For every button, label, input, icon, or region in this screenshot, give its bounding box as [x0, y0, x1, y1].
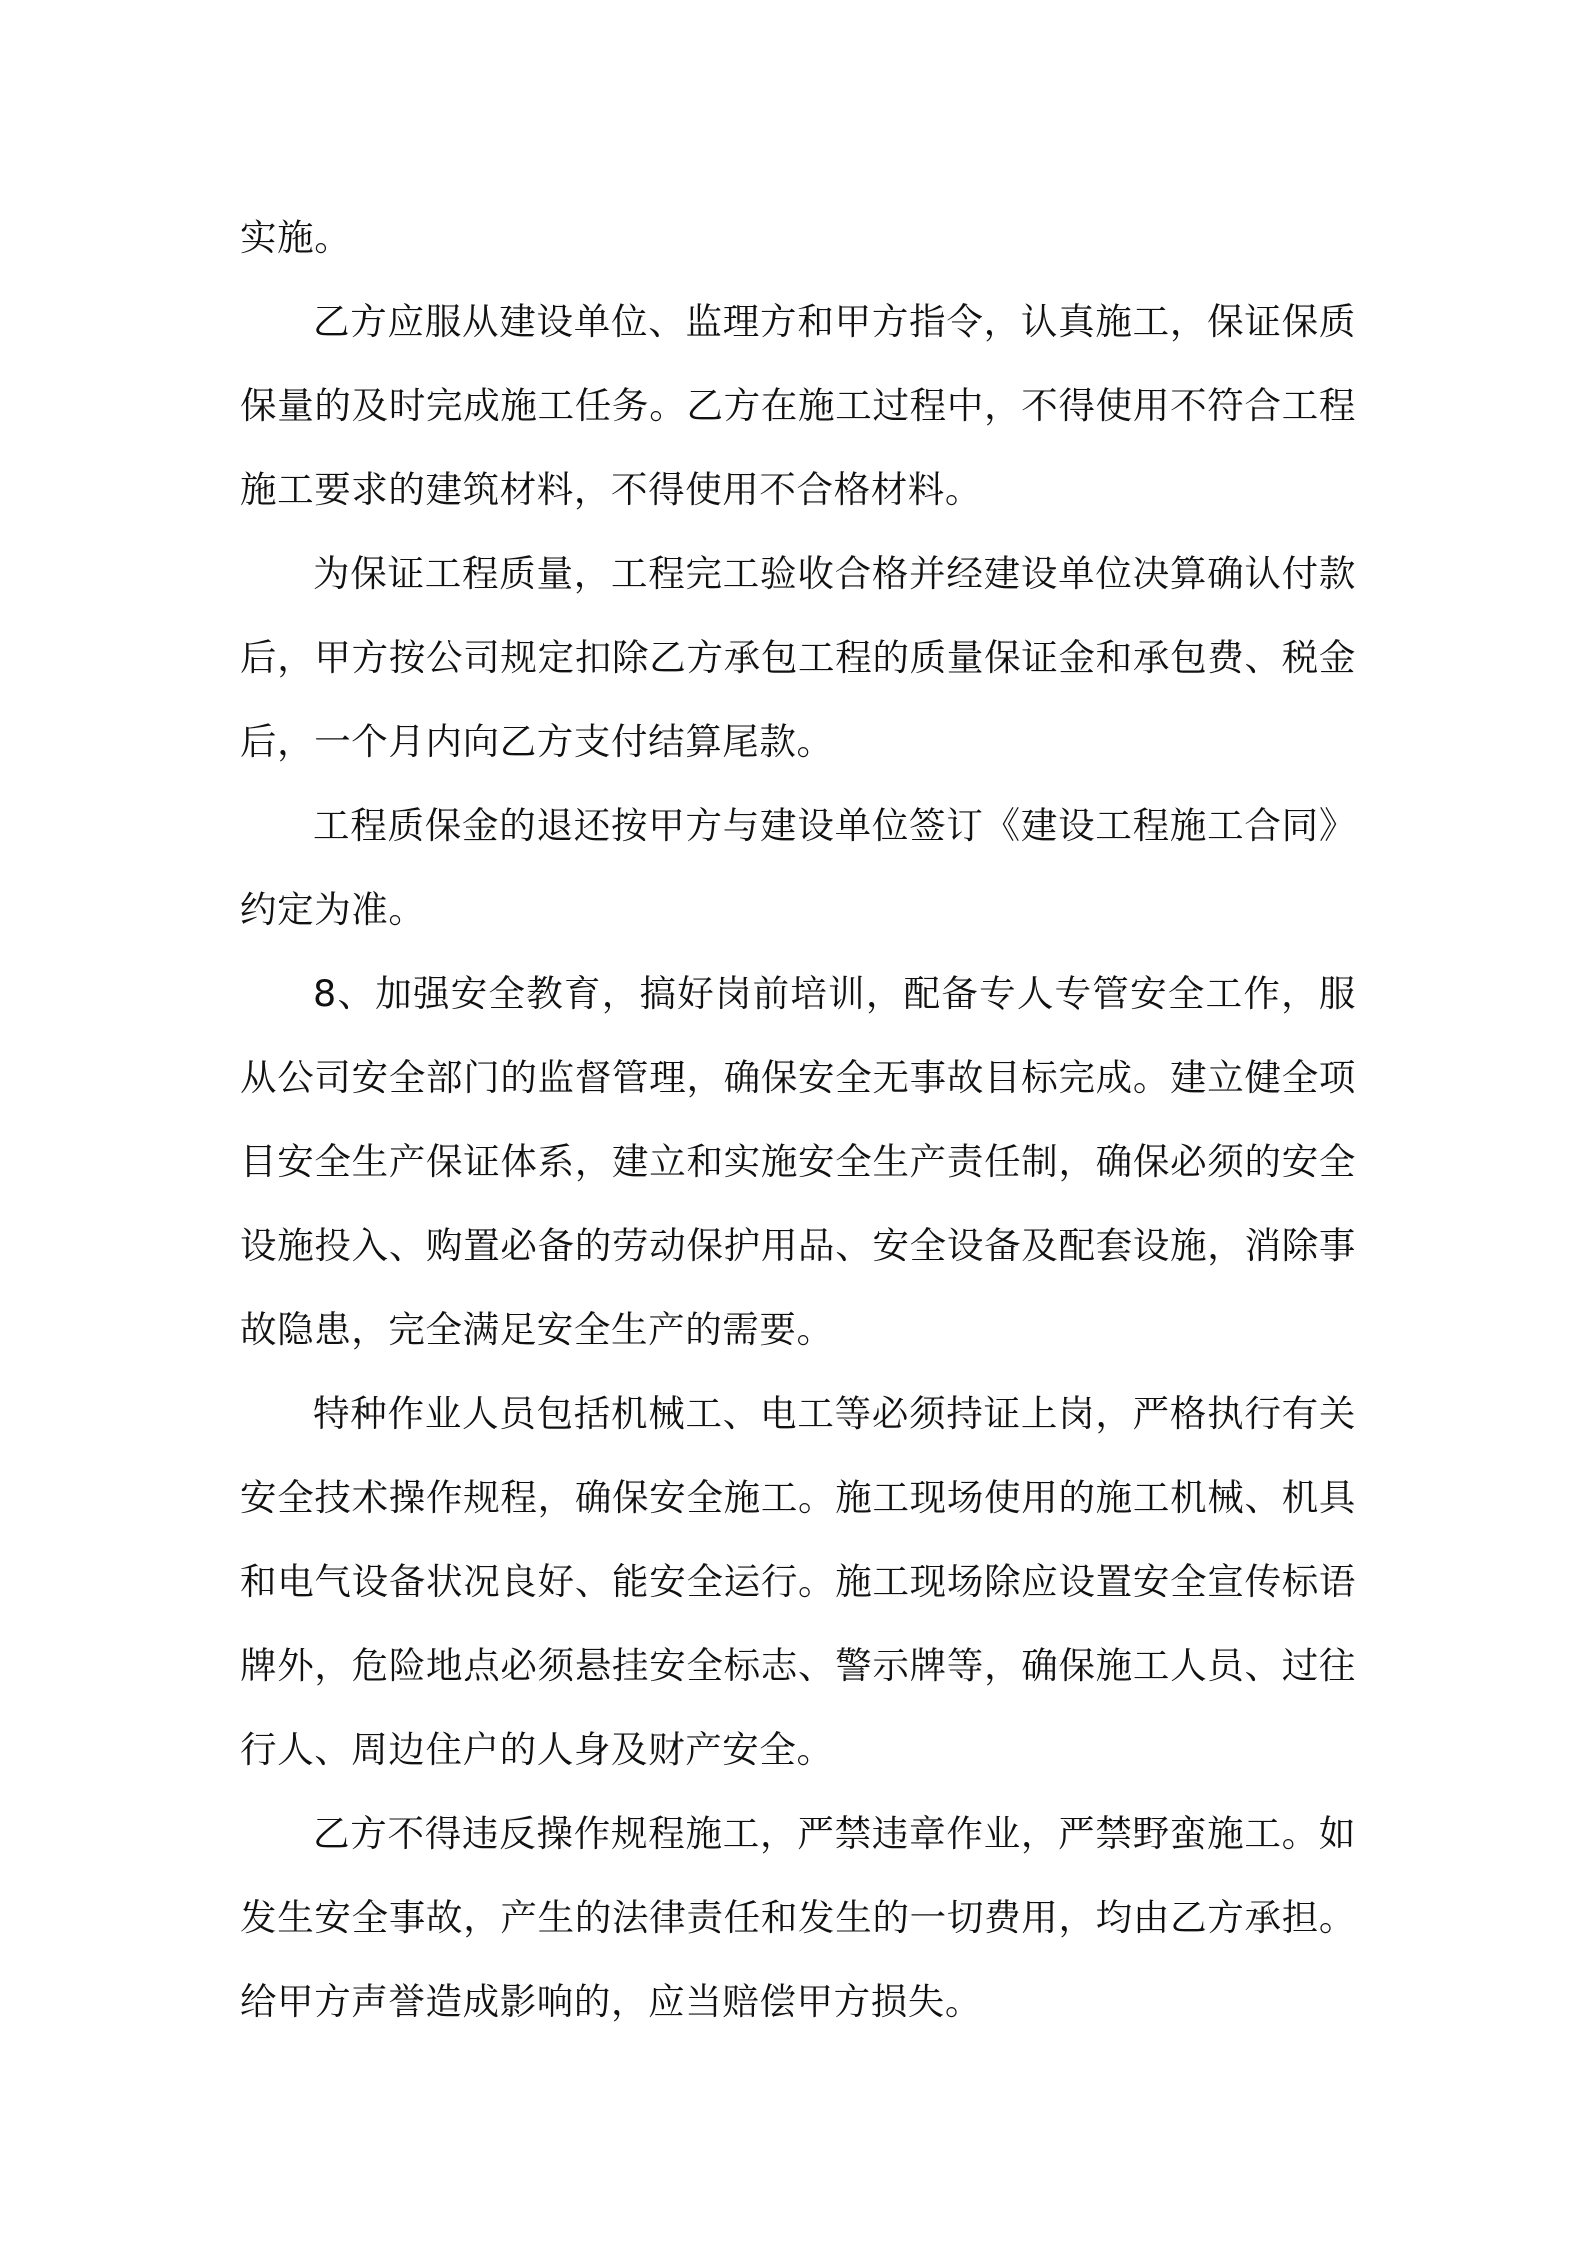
paragraph-special-operations: 特种作业人员包括机械工、电工等必须持证上岗，严格执行有关安全技术操作规程，确保安全施工。施工现场使用的施工机械、机具和电气设备状况良好、能安全运行。施工现场除应设置安全宣传标语牌外，危险地点必须悬挂安全标志、警示牌等，确保施工人员、过往行人、周边住户的人身及财产安全。	[240, 1392, 1356, 1771]
paragraph-continuation: 实施。	[240, 216, 352, 259]
paragraph-warranty-refund: 工程质保金的退还按甲方与建设单位签订《建设工程施工合同》约定为准。	[240, 804, 1356, 931]
paragraph-liability: 乙方不得违反操作规程施工，严禁违章作业，严禁野蛮施工。如发生安全事故，产生的法律责任和发生的一切费用，均由乙方承担。给甲方声誉造成影响的，应当赔偿甲方损失。	[240, 1812, 1356, 2023]
paragraph-safety-education: 8、加强安全教育，搞好岗前培训，配备专人专管安全工作，服从公司安全部门的监督管理，确保安全无事故目标完成。建立健全项目安全生产保证体系，建立和实施安全生产责任制，确保必须的安全设施投入、购置必备的劳动保护用品、安全设备及配套设施，消除事故隐患，完全满足安全生产的需要。	[240, 972, 1356, 1351]
document-body	[240, 196, 1356, 2044]
paragraph-quality-payment: 为保证工程质量，工程完工验收合格并经建设单位决算确认付款后，甲方按公司规定扣除乙方承包工程的质量保证金和承包费、税金后，一个月内向乙方支付结算尾款。	[240, 552, 1356, 763]
paragraph-construction-obligation: 乙方应服从建设单位、监理方和甲方指令，认真施工，保证保质保量的及时完成施工任务。乙方在施工过程中，不得使用不符合工程施工要求的建筑材料，不得使用不合格材料。	[240, 300, 1356, 511]
